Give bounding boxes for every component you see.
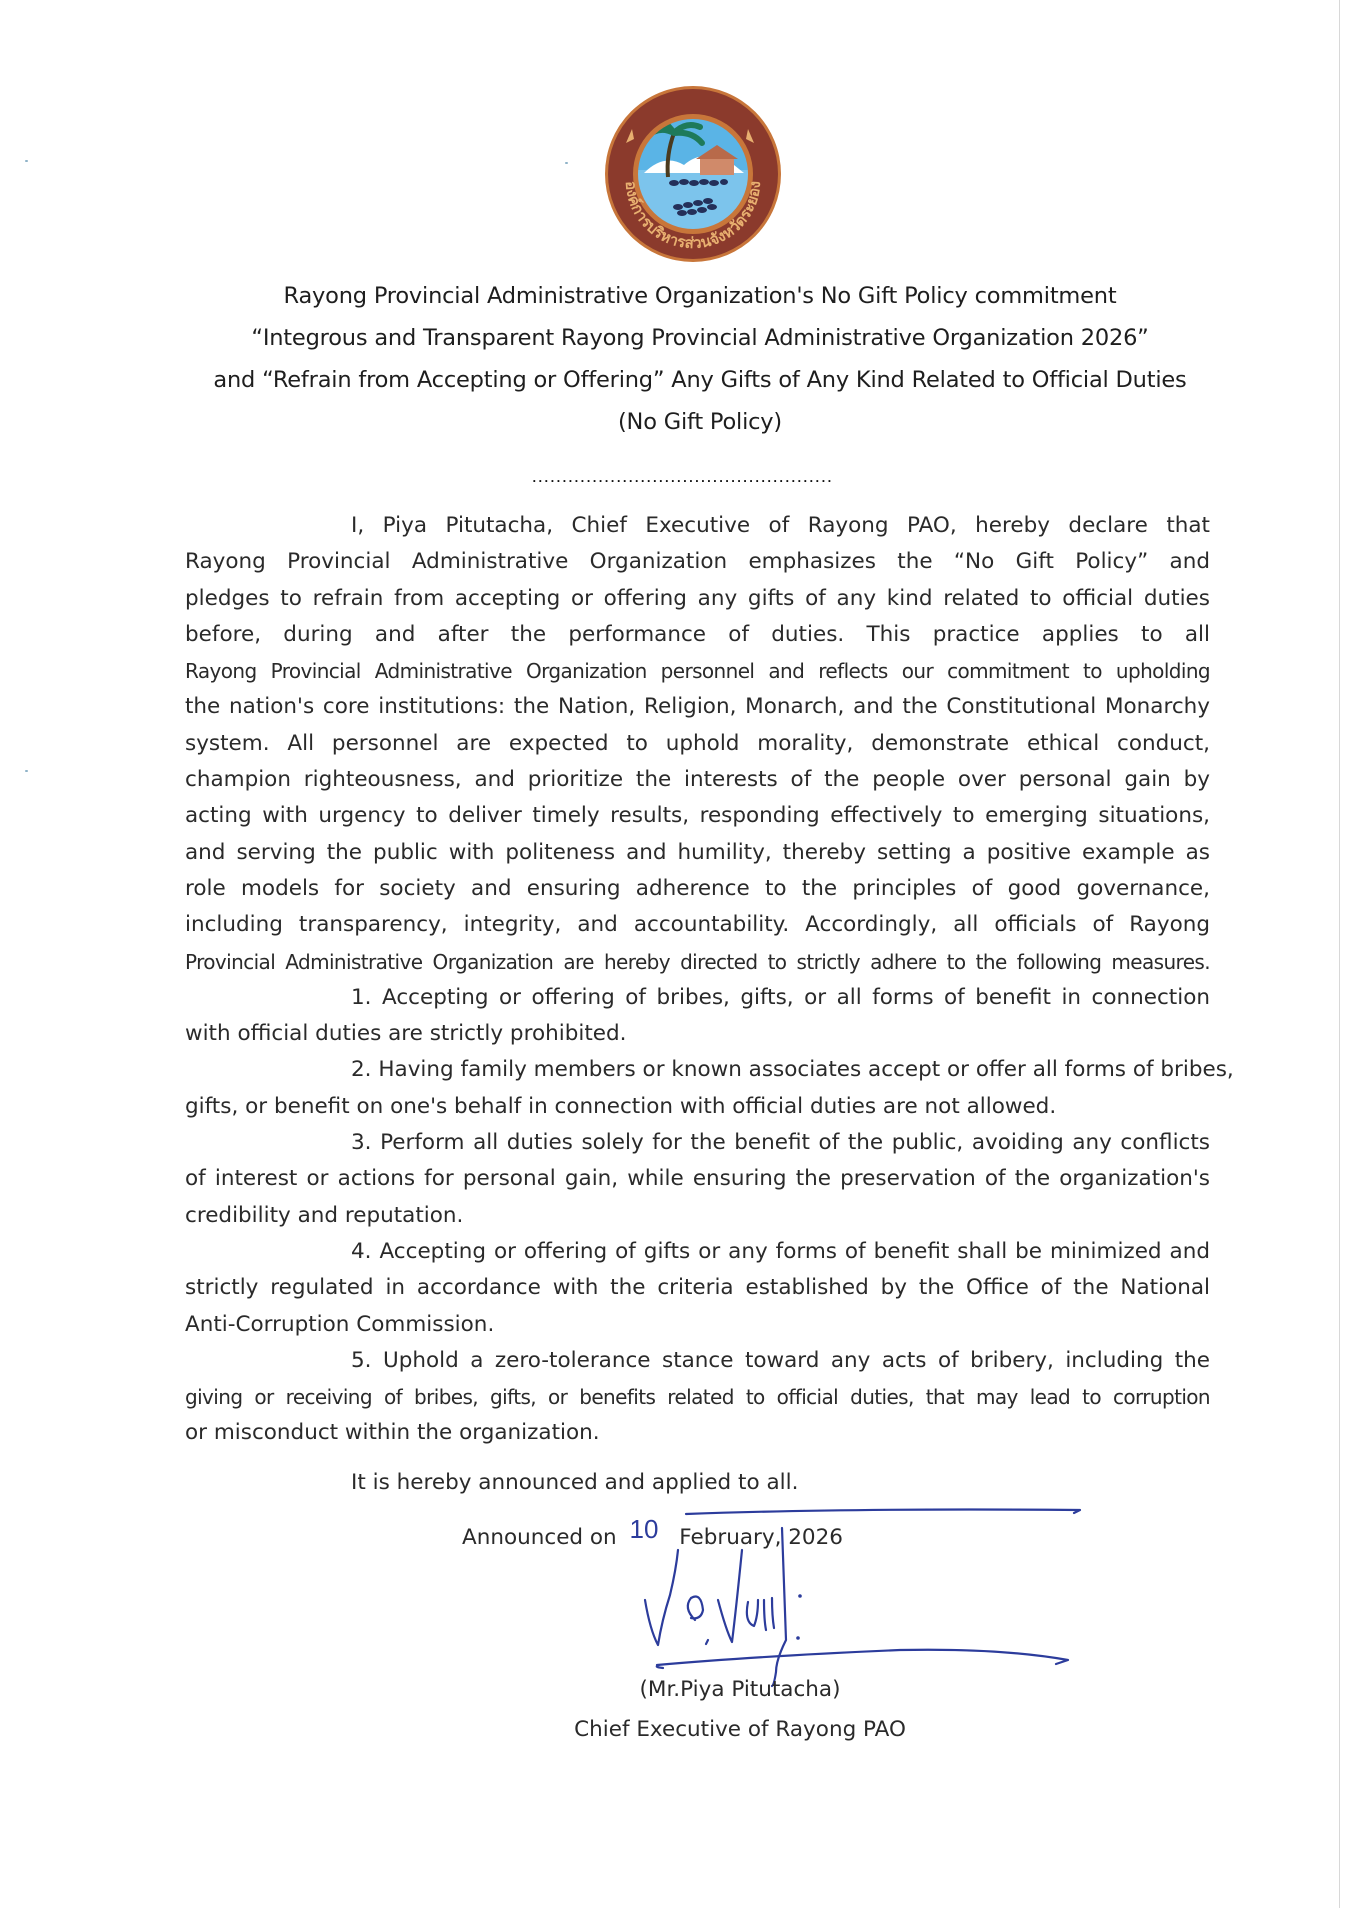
- declaration-body: [185, 508, 1234, 1452]
- title-line: and “Refrain from Accepting or Offering” Any Gifts of Any Kind Related to Official Duties: [213, 367, 1187, 393]
- svg-text:องค์การบริหารส่วนจังหวัดระยอง: องค์การบริหารส่วนจังหวัดระยอง: [621, 180, 765, 253]
- paragraph-line: the nation's core institutions: the Nation, Religion, Monarch, and the Constitutional Monarchy: [185, 694, 1210, 720]
- announced-prefix: Announced on: [462, 1525, 617, 1550]
- scan-speck: [25, 160, 28, 162]
- paragraph-line: and serving the public with politeness and humility, thereby setting a positive example as: [185, 839, 1210, 865]
- scan-speck: [25, 770, 28, 772]
- paragraph-line: pledges to refrain from accepting or offering any gifts of any kind related to official duties: [185, 585, 1210, 611]
- paragraph-line: Rayong Provincial Administrative Organization personnel and reflects our commitment to upholding: [185, 659, 1210, 684]
- page-edge: [1339, 0, 1340, 1908]
- handwritten-day: 10: [629, 1514, 659, 1544]
- title-line: “Integrous and Transparent Rayong Provincial Administrative Organization 2026”: [251, 325, 1149, 351]
- measure-4-line: strictly regulated in accordance with the criteria established by the Office of the National: [185, 1275, 1210, 1301]
- dotted-separator: ..................................................: [531, 472, 833, 485]
- paragraph-line: before, during and after the performance of duties. This practice applies to all: [185, 621, 1210, 647]
- document-title: [150, 275, 1250, 443]
- measure-3-line: 3. Perform all duties solely for the benefit of the public, avoiding any conflicts: [351, 1130, 1210, 1156]
- measure-3-line: of interest or actions for personal gain, while ensuring the preservation of the organization's: [185, 1166, 1210, 1192]
- handwritten-signature-icon: [600, 1500, 1100, 1690]
- scan-speck: [565, 162, 568, 164]
- paragraph-line: Provincial Administrative Organization are hereby directed to strictly adhere to the following measures.: [185, 949, 1210, 974]
- measure-5-line: giving or receiving of bribes, gifts, or benefits related to official duties, that may lead to corruption: [185, 1385, 1210, 1410]
- measure-2-line: 2. Having family members or known associates accept or offer all forms of bribes,: [351, 1057, 1234, 1083]
- measure-4-line: 4. Accepting or offering of gifts or any forms of benefit shall be minimized and: [351, 1238, 1210, 1264]
- paragraph-line: acting with urgency to deliver timely results, responding effectively to emerging situations,: [185, 803, 1210, 829]
- signatory-name: (Mr.Piya Pitutacha): [639, 1677, 841, 1702]
- measure-1-line: with official duties are strictly prohibited.: [185, 1021, 627, 1047]
- paragraph-line: including transparency, integrity, and accountability. Accordingly, all officials of Rayong: [185, 912, 1210, 938]
- paragraph-line: I, Piya Pitutacha, Chief Executive of Rayong PAO, hereby declare that: [351, 513, 1210, 538]
- closing-statement: It is hereby announced and applied to all.: [351, 1470, 799, 1495]
- measure-3-line: credibility and reputation.: [185, 1202, 464, 1228]
- month-year: February, 2026: [679, 1525, 843, 1550]
- signatory-block: [500, 1670, 980, 1750]
- paragraph-line: role models for society and ensuring adherence to the principles of good governance,: [185, 875, 1210, 901]
- title-line: (No Gift Policy): [617, 409, 782, 435]
- measure-1-line: 1. Accepting or offering of bribes, gifts, or all forms of benefit in connection: [351, 984, 1210, 1010]
- signatory-position: Chief Executive of Rayong PAO: [574, 1717, 906, 1742]
- measure-4-line: Anti-Corruption Commission.: [185, 1311, 495, 1337]
- rayong-pao-seal-icon: [604, 85, 782, 263]
- paragraph-line: champion righteousness, and prioritize the interests of the people over personal gain by: [185, 767, 1210, 793]
- measure-2-line: gifts, or benefit on one's behalf in connection with official duties are not allowed.: [185, 1093, 1057, 1119]
- paragraph-line: Rayong Provincial Administrative Organization emphasizes the “No Gift Policy” and: [185, 549, 1210, 575]
- measure-5-line: 5. Uphold a zero-tolerance stance toward any acts of bribery, including the: [351, 1347, 1210, 1373]
- measure-5-line: or misconduct within the organization.: [185, 1420, 600, 1446]
- title-line: Rayong Provincial Administrative Organization's No Gift Policy commitment: [283, 283, 1117, 309]
- paragraph-line: system. All personnel are expected to uphold morality, demonstrate ethical conduct,: [185, 730, 1210, 756]
